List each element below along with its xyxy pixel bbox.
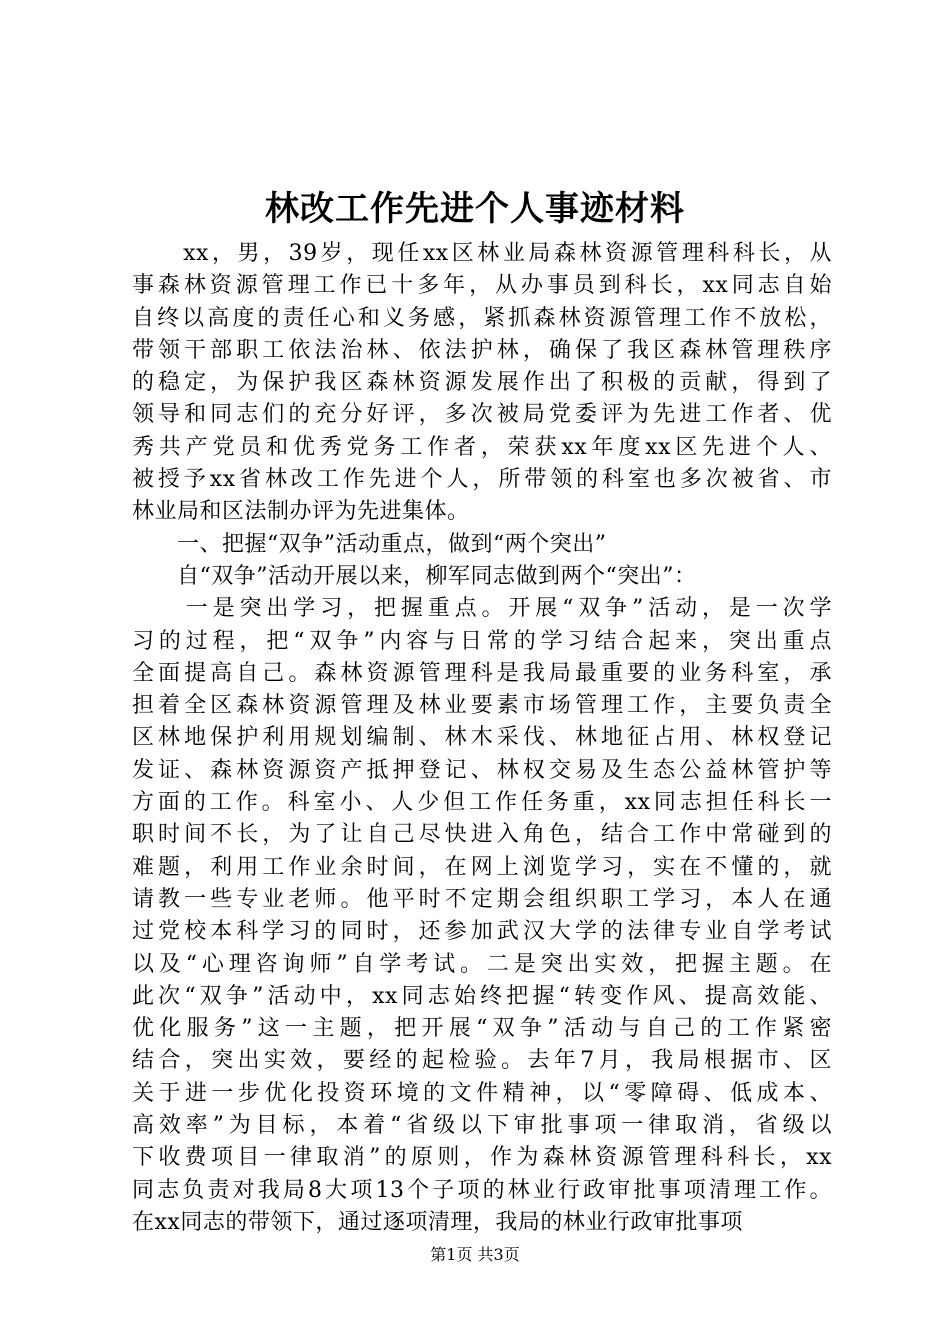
text-line: 此次“双争”活动中，xx同志始终把握“转变作风、提高效能、	[132, 983, 832, 1009]
text-line: 发证、森林资源资产抵押登记、林权交易及生态公益林管护等	[132, 757, 832, 783]
text-line: 请教一些专业老师。他平时不定期会组织职工学习，本人在通	[132, 886, 832, 912]
page-footer: 第1页 共3页	[430, 1245, 520, 1264]
text-line: 优化服务”这一主题，把开展“双争”活动与自己的工作紧密	[132, 1016, 832, 1042]
text-line: 被授予xx省林改工作先进个人，所带领的科室也多次被省、市	[132, 467, 832, 493]
text-line: 结合，突出实效，要经的起检验。去年7月，我局根据市、区	[132, 1048, 832, 1074]
text-line: 习的过程，把“双争”内容与日常的学习结合起来，突出重点	[132, 628, 832, 654]
text-line: xx，男，39岁，现任xx区林业局森林资源管理科科长，从	[132, 241, 832, 266]
text-line: 一是突出学习，把握重点。开展“双争”活动，是一次学	[132, 596, 832, 622]
document-title: 林改工作先进个人事迹材料	[265, 189, 685, 229]
text-line: 担着全区森林资源管理及林业要素市场管理工作，主要负责全	[132, 693, 832, 719]
text-line: 同志负责对我局8大项13个子项的林业行政审批事项清理工作。	[132, 1177, 832, 1203]
text-line: 关于进一步优化投资环境的文件精神，以“零障碍、低成本、	[132, 1080, 832, 1106]
text-line: 以及“心理咨询师”自学考试。二是突出实效，把握主题。在	[132, 951, 832, 977]
text-line: 一、把握“双争”活动重点，做到“两个突出”	[132, 531, 607, 557]
text-line: 的稳定，为保护我区森林资源发展作出了积极的贡献，得到了	[132, 370, 832, 396]
text-line: 带领干部职工依法治林、依法护林，确保了我区森林管理秩序	[132, 337, 832, 363]
text-line: 事森林资源管理工作已十多年，从办事员到科长，xx同志自始	[132, 273, 832, 299]
text-line: 林业局和区法制办评为先进集体。	[132, 499, 470, 525]
text-line: 全面提高自己。森林资源管理科是我局最重要的业务科室，承	[132, 660, 832, 686]
text-line: 自“双争”活动开展以来，柳军同志做到两个“突出”：	[132, 563, 697, 589]
text-line: 在xx同志的带领下，通过逐项清理，我局的林业行政审批事项	[132, 1209, 743, 1235]
text-line: 难题，利用工作业余时间，在网上浏览学习，实在不懂的，就	[132, 854, 832, 880]
text-line: 过党校本科学习的同时，还参加武汉大学的法律专业自学考试	[132, 919, 832, 945]
text-line: 自终以高度的责任心和义务感，紧抓森林资源管理工作不放松，	[132, 305, 832, 331]
text-line: 区林地保护利用规划编制、林木采伐、林地征占用、林权登记	[132, 725, 832, 751]
text-line: 秀共产党员和优秀党务工作者，荣获xx年度xx区先进个人、	[132, 434, 832, 460]
text-line: 领导和同志们的充分好评，多次被局党委评为先进工作者、优	[132, 402, 832, 428]
document-body	[132, 238, 832, 1239]
text-line: 方面的工作。科室小、人少但工作任务重，xx同志担任科长一	[132, 790, 832, 816]
text-line: 下收费项目一律取消”的原则，作为森林资源管理科科长，xx	[132, 1145, 832, 1171]
text-line: 职时间不长，为了让自己尽快进入角色，结合工作中常碰到的	[132, 822, 832, 848]
text-line: 高效率”为目标，本着“省级以下审批事项一律取消，省级以	[132, 1113, 832, 1139]
